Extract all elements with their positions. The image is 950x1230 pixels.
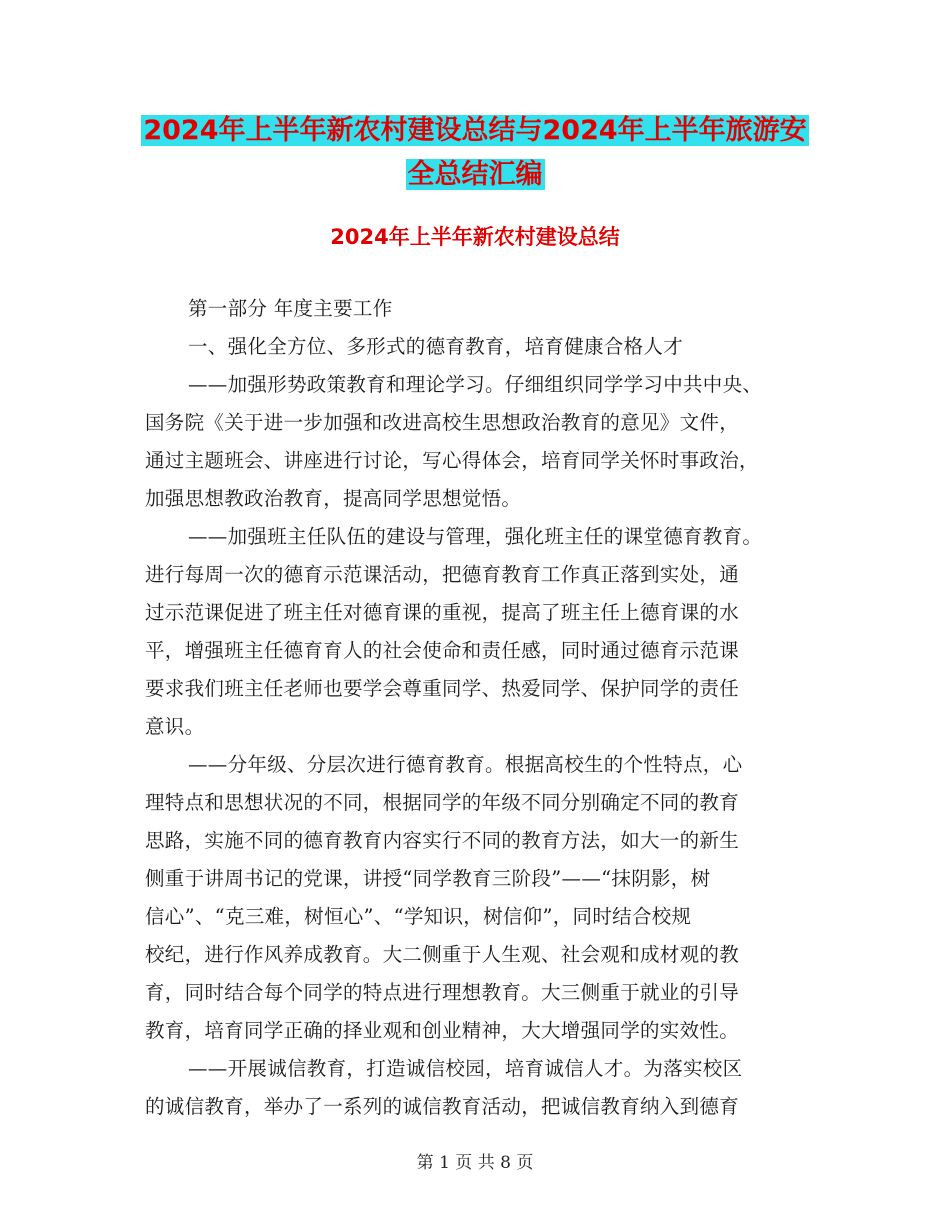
body-line: ——分年级、分层次进行德育教育。根据高校生的个性特点，心 <box>188 753 743 776</box>
title-line-1 <box>0 108 950 154</box>
body-line: ——加强形势政策教育和理论学习。仔细组织同学学习中共中央、 <box>188 373 763 396</box>
body-line: 教育，培育同学正确的择业观和创业精神，大大增强同学的实效性。 <box>145 1019 740 1042</box>
title-line-2-text: 全总结汇编 <box>407 159 543 190</box>
body-line: 思路，实施不同的德育教育内容实行不同的教育方法，如大一的新生 <box>145 829 740 852</box>
title-line-1-text: 2024年上半年新农村建设总结与2024年上半年旅游安 <box>143 115 807 146</box>
body-line: 信心”、“克三难，树恒心”、“学知识，树信仰”，同时结合校规 <box>145 905 692 928</box>
title-line-2 <box>0 152 950 198</box>
body-line: 育，同时结合每个同学的特点进行理想教育。大三侧重于就业的引导 <box>145 981 740 1004</box>
body-line: 第一部分 年度主要工作 <box>188 297 393 320</box>
body-line: 进行每周一次的德育示范课活动，把德育教育工作真正落到实处，通 <box>145 563 740 586</box>
body-line: 通过主题班会、讲座进行讨论，写心得体会，培育同学关怀时事政治， <box>145 449 759 472</box>
body-line: 加强思想教政治教育，提高同学思想觉悟。 <box>145 487 522 510</box>
body-line: 一、强化全方位、多形式的德育教育，培育健康合格人才 <box>188 335 684 358</box>
body-line: ——开展诚信教育，打造诚信校园，培育诚信人才。为落实校区 <box>188 1057 743 1080</box>
body-line: 意识。 <box>145 715 205 738</box>
body-line: 过示范课促进了班主任对德育课的重视，提高了班主任上德育课的水 <box>145 601 740 624</box>
section-heading: 2024年上半年新农村建设总结 <box>330 225 620 249</box>
body-line: 要求我们班主任老师也要学会尊重同学、热爱同学、保护同学的责任 <box>145 677 740 700</box>
body-line: 校纪，进行作风养成教育。大二侧重于人生观、社会观和成材观的教 <box>145 943 740 966</box>
body-line: 理特点和思想状况的不同，根据同学的年级不同分别确定不同的教育 <box>145 791 740 814</box>
page-footer: 第 1 页 共 8 页 <box>416 1153 534 1173</box>
body-line: 国务院《关于进一步加强和改进高校生思想政治教育的意见》文件， <box>145 411 740 434</box>
body-line: 侧重于讲周书记的党课，讲授“同学教育三阶段”——“抹阴影，树 <box>145 867 711 890</box>
body-line: 的诚信教育，举办了一系列的诚信教育活动，把诚信教育纳入到德育 <box>145 1095 740 1118</box>
body-line: 平，增强班主任德育育人的社会使命和责任感，同时通过德育示范课 <box>145 639 740 662</box>
body-line: ——加强班主任队伍的建设与管理，强化班主任的课堂德育教育。 <box>188 525 763 548</box>
